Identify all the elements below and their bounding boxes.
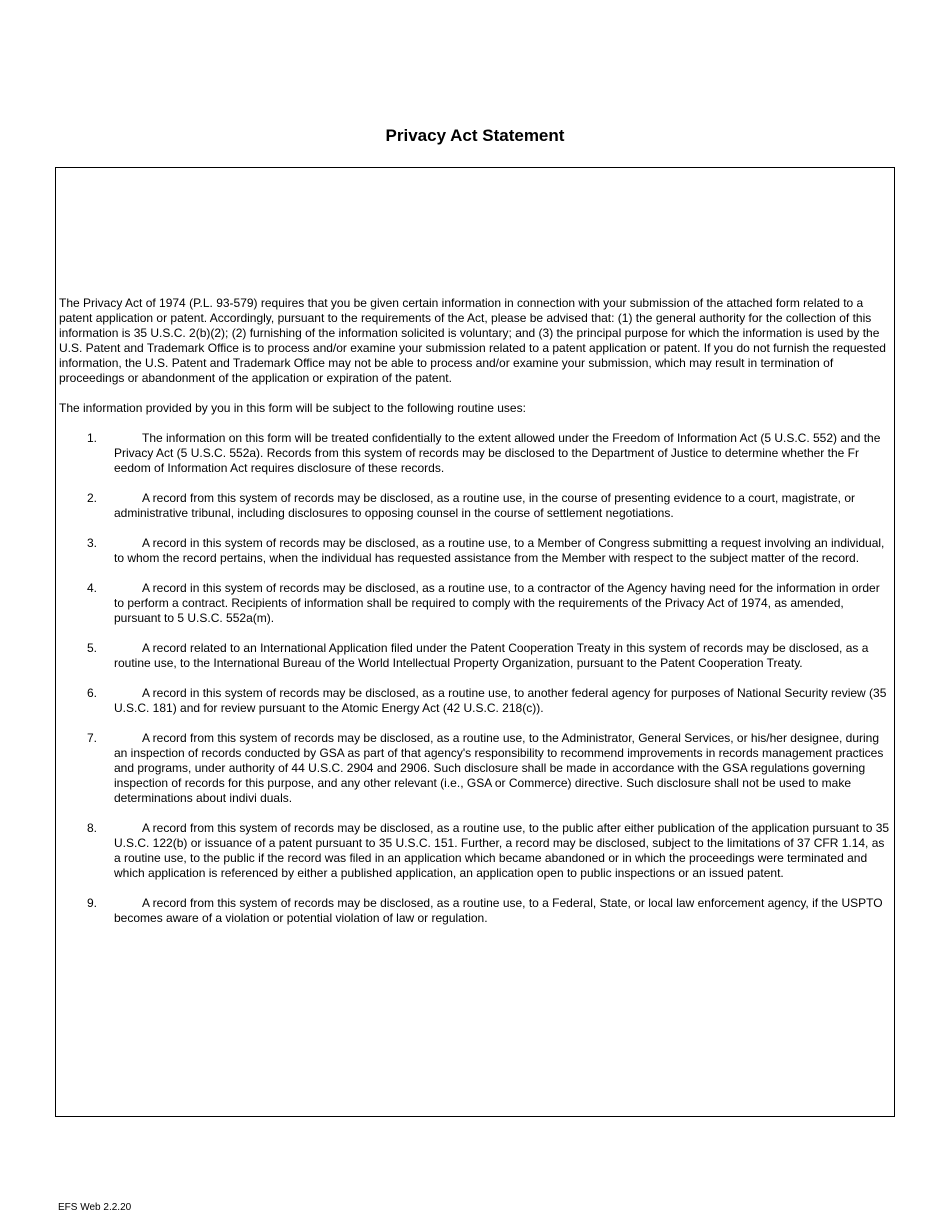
statement-box xyxy=(55,167,895,1117)
item-number: 5. xyxy=(87,641,98,655)
routine-use-item xyxy=(59,821,892,881)
item-text: A record related to an International Application filed under the Patent Cooperation Treaty in this system of records may be disclosed, as a routine use, to the International Bureau of the World Intellectual Property Organization, pursuant to the Patent Cooperation Treaty. xyxy=(114,641,869,670)
routine-use-item xyxy=(59,581,892,626)
routine-use-item xyxy=(59,431,892,476)
item-text: A record in this system of records may be disclosed, as a routine use, to a contractor of the Agency having need for the information in order to perform a contract. Recipients of information shall be required to comply with the requirements of the Privacy Act of 1974, as amended, pursuant to 5 U.S.C. 552a(m). xyxy=(114,581,880,625)
item-number: 1. xyxy=(87,431,98,445)
routine-use-item xyxy=(59,491,892,521)
item-number: 9. xyxy=(87,896,98,910)
item-text: A record in this system of records may be disclosed, as a routine use, to a Member of Congress submitting a request involving an individual, to whom the record pertains, when the individual has requested assistance from the Member with respect to the subject matter of the record. xyxy=(114,536,885,565)
item-number: 2. xyxy=(87,491,98,505)
page-title: Privacy Act Statement xyxy=(385,126,565,145)
item-text: A record from this system of records may be disclosed, as a routine use, to a Federal, State, or local law enforcement agency, if the USPTO becomes aware of a violation or potential violation of law or regulation. xyxy=(114,896,883,925)
item-text: A record from this system of records may be disclosed, as a routine use, to the Administrator, General Services, or his/her designee, during an inspection of records conducted by GSA as part of that agency's responsibility to recommend improvements in records management practices and programs, under authority of 44 U.S.C. 2904 and 2906. Such disclosure shall be made in accordance with the GSA regulations governing inspection of records for this purpose, and any other relevant (i.e., GSA or Commerce) directive. Such disclosure shall not be used to make determinations about indivi duals. xyxy=(114,731,884,805)
item-number: 7. xyxy=(87,731,98,745)
statement-content xyxy=(59,296,892,941)
item-text: A record from this system of records may be disclosed, as a routine use, in the course of presenting evidence to a court, magistrate, or administrative tribunal, including disclosures to opposing counsel in the course of settlement negotiations. xyxy=(114,491,856,520)
routine-use-item xyxy=(59,536,892,566)
item-text: The information on this form will be treated confidentially to the extent allowed under the Freedom of Information Act (5 U.S.C. 552) and the Privacy Act (5 U.S.C. 552a). Records from this system of records may be disclosed to the Department of Justice to determine whether the Fr eedom of Information Act requires disclosure of these records. xyxy=(114,431,881,475)
routine-use-item xyxy=(59,641,892,671)
item-number: 4. xyxy=(87,581,98,595)
routine-uses-heading: The information provided by you in this form will be subject to the following routine uses: xyxy=(59,401,526,415)
routine-use-item xyxy=(59,896,892,926)
item-number: 8. xyxy=(87,821,98,835)
item-text: A record from this system of records may be disclosed, as a routine use, to the public after either publication of the application pursuant to 35 U.S.C. 122(b) or issuance of a patent pursuant to 35 U.S.C. 151. Further, a record may be disclosed, subject to the limitations of 37 CFR 1.14, as a routine use, to the public if the record was filed in an application which became abandoned or in which the proceedings were terminated and which application is referenced by either a published application, an application open to public inspections or an issued patent. xyxy=(114,821,890,880)
routine-use-item xyxy=(59,686,892,716)
intro-paragraph: The Privacy Act of 1974 (P.L. 93-579) requires that you be given certain information in connection with your submission of the attached form related to a patent application or patent. Accordingly, pursuant to the requirements of the Act, please be advised that: (1) the general authority for the collection of this information is 35 U.S.C. 2(b)(2); (2) furnishing of the information solicited is voluntary; and (3) the principal purpose for which the information is used by the U.S. Patent and Trademark Office is to process and/or examine your submission related to a patent application or patent. If you do not furnish the requested information, the U.S. Patent and Trademark Office may not be able to process and/or examine your submission, which may result in termination of proceedings or abandonment of the application or expiration of the patent. xyxy=(59,296,886,385)
item-text: A record in this system of records may be disclosed, as a routine use, to another federal agency for purposes of National Security review (35 U.S.C. 181) and for review pursuant to the Atomic Energy Act (42 U.S.C. 218(c)). xyxy=(114,686,887,715)
routine-uses-list xyxy=(59,431,892,926)
item-number: 6. xyxy=(87,686,98,700)
routine-use-item xyxy=(59,731,892,806)
item-number: 3. xyxy=(87,536,98,550)
form-version-footer: EFS Web 2.2.20 xyxy=(58,1202,132,1213)
